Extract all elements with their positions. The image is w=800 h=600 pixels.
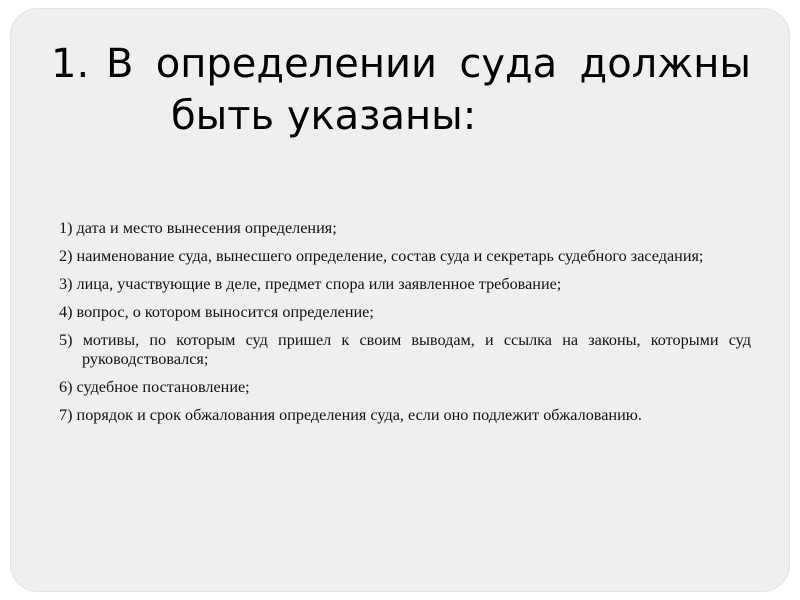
title-number: 1.	[51, 41, 90, 87]
list-item: 2) наименование суда, вынесшего определение, состав суда и секретарь судебного заседания;	[59, 247, 704, 265]
title-line-1: В определении суда должны	[106, 41, 751, 87]
list-item: 4) вопрос, о котором выносится определение;	[59, 303, 374, 321]
title-line-2: быть указаны:	[171, 93, 477, 139]
list-item: 6) судебное постановление;	[59, 378, 250, 396]
list-item: 5) мотивы, по которым суд пришел к своим выводам, и ссылка на законы, которыми суд руководствовался;	[59, 331, 751, 368]
slide-title	[11, 39, 751, 89]
list-item: 1) дата и место вынесения определения;	[59, 219, 337, 237]
list-item: 3) лица, участвующие в деле, предмет спора или заявленное требование;	[59, 275, 562, 293]
slide-panel	[10, 8, 790, 592]
list-item: 7) порядок и срок обжалования определения суда, если оно подлежит обжалованию.	[59, 406, 642, 424]
requirements-list	[59, 219, 751, 434]
